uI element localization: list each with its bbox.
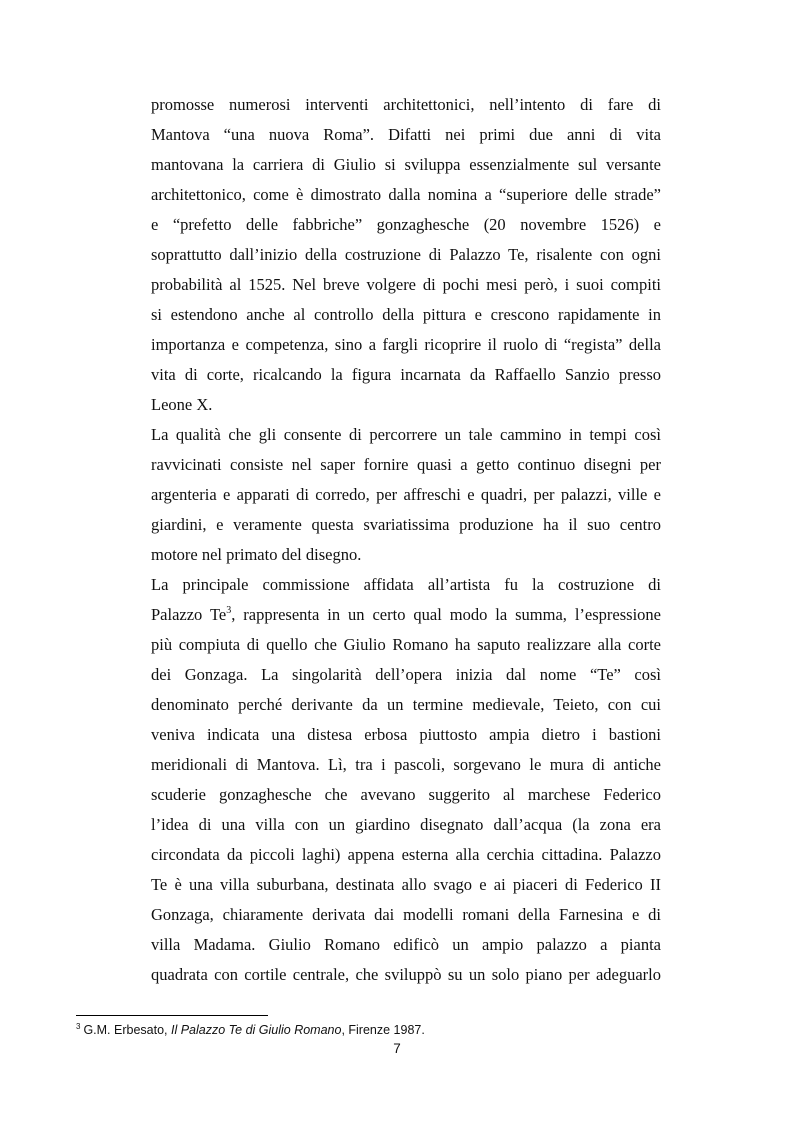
text-line: mantovana la carriera di Giulio si sviluppa essenzialmente sul versante xyxy=(151,155,661,174)
footnote-title: Il Palazzo Te di Giulio Romano xyxy=(170,1023,342,1037)
text-line: l’idea di una villa con un giardino disegnato dall’acqua (la zona era xyxy=(151,815,661,834)
text-line: architettonico, come è dimostrato dalla nomina a “superiore delle strade” xyxy=(151,185,661,204)
text-line: quadrata con cortile centrale, che sviluppò su un solo piano per adeguarlo xyxy=(151,965,661,984)
text-line: denominato perché derivante da un termine medievale, Teieto, con cui xyxy=(151,695,661,714)
text-line: soprattutto dall’inizio della costruzione di Palazzo Te, risalente con ogni xyxy=(151,245,661,264)
text-line: dei Gonzaga. La singolarità dell’opera inizia dal nome “Te” così xyxy=(151,665,661,684)
text-line: argenteria e apparati di corredo, per affreschi e quadri, per palazzi, ville e xyxy=(151,485,661,504)
text-line: Gonzaga, chiaramente derivata dai modelli romani della Farnesina e di xyxy=(151,905,661,924)
text-fragment: Palazzo Te xyxy=(151,605,227,624)
text-line: importanza e competenza, sino a fargli ricoprire il ruolo di “regista” della xyxy=(151,335,661,354)
text-line: villa Madama. Giulio Romano edificò un ampio palazzo a pianta xyxy=(151,935,661,954)
footnote-author: G.M. Erbesato, xyxy=(83,1023,171,1037)
text-line: motore nel primato del disegno. xyxy=(151,545,362,564)
text-line: e “prefetto delle fabbriche” gonzaghesche (20 novembre 1526) e xyxy=(151,215,661,234)
footnote xyxy=(76,1022,676,1038)
text-line: La qualità che gli consente di percorrere un tale cammino in tempi così xyxy=(151,425,661,444)
text-line: Leone X. xyxy=(151,395,213,414)
text-fragment: , rappresenta in un certo qual modo la summa, l’espressione xyxy=(231,605,661,624)
text-line: probabilità al 1525. Nel breve volgere di pochi mesi però, i suoi compiti xyxy=(151,275,661,294)
footnote-number: 3 xyxy=(76,1022,81,1031)
text-line: più compiuta di quello che Giulio Romano ha saputo realizzare alla corte xyxy=(151,635,661,654)
text-line: meridionali di Mantova. Lì, tra i pascoli, sorgevano le mura di antiche xyxy=(151,755,661,774)
text-line: ravvicinati consiste nel saper fornire quasi a getto continuo disegni per xyxy=(151,455,661,474)
footnote-separator xyxy=(76,1015,268,1016)
text-line: Mantova “una nuova Roma”. Difatti nei primi due anni di vita xyxy=(151,125,661,144)
footnote-reference: 3 xyxy=(226,605,232,616)
text-line: La principale commissione affidata all’artista fu la costruzione di xyxy=(151,575,661,594)
text-line: circondata da piccoli laghi) appena esterna alla cerchia cittadina. Palazzo xyxy=(151,845,661,864)
text-line-with-footnote-ref xyxy=(151,604,661,626)
page-number: 7 xyxy=(393,1041,401,1056)
text-line: promosse numerosi interventi architettonici, nell’intento di fare di xyxy=(151,95,661,114)
text-line: giardini, e veramente questa svariatissima produzione ha il suo centro xyxy=(151,515,661,534)
text-line: scuderie gonzaghesche che avevano suggerito al marchese Federico xyxy=(151,785,661,804)
text-line: vita di corte, ricalcando la figura incarnata da Raffaello Sanzio presso xyxy=(151,365,661,384)
text-line: Te è una villa suburbana, destinata allo svago e ai piaceri di Federico II xyxy=(151,875,661,894)
text-line: si estendono anche al controllo della pittura e crescono rapidamente in xyxy=(151,305,661,324)
footnote-publication: , Firenze 1987. xyxy=(341,1023,425,1037)
text-line: veniva indicata una distesa erbosa piuttosto ampia dietro i bastioni xyxy=(151,725,661,744)
